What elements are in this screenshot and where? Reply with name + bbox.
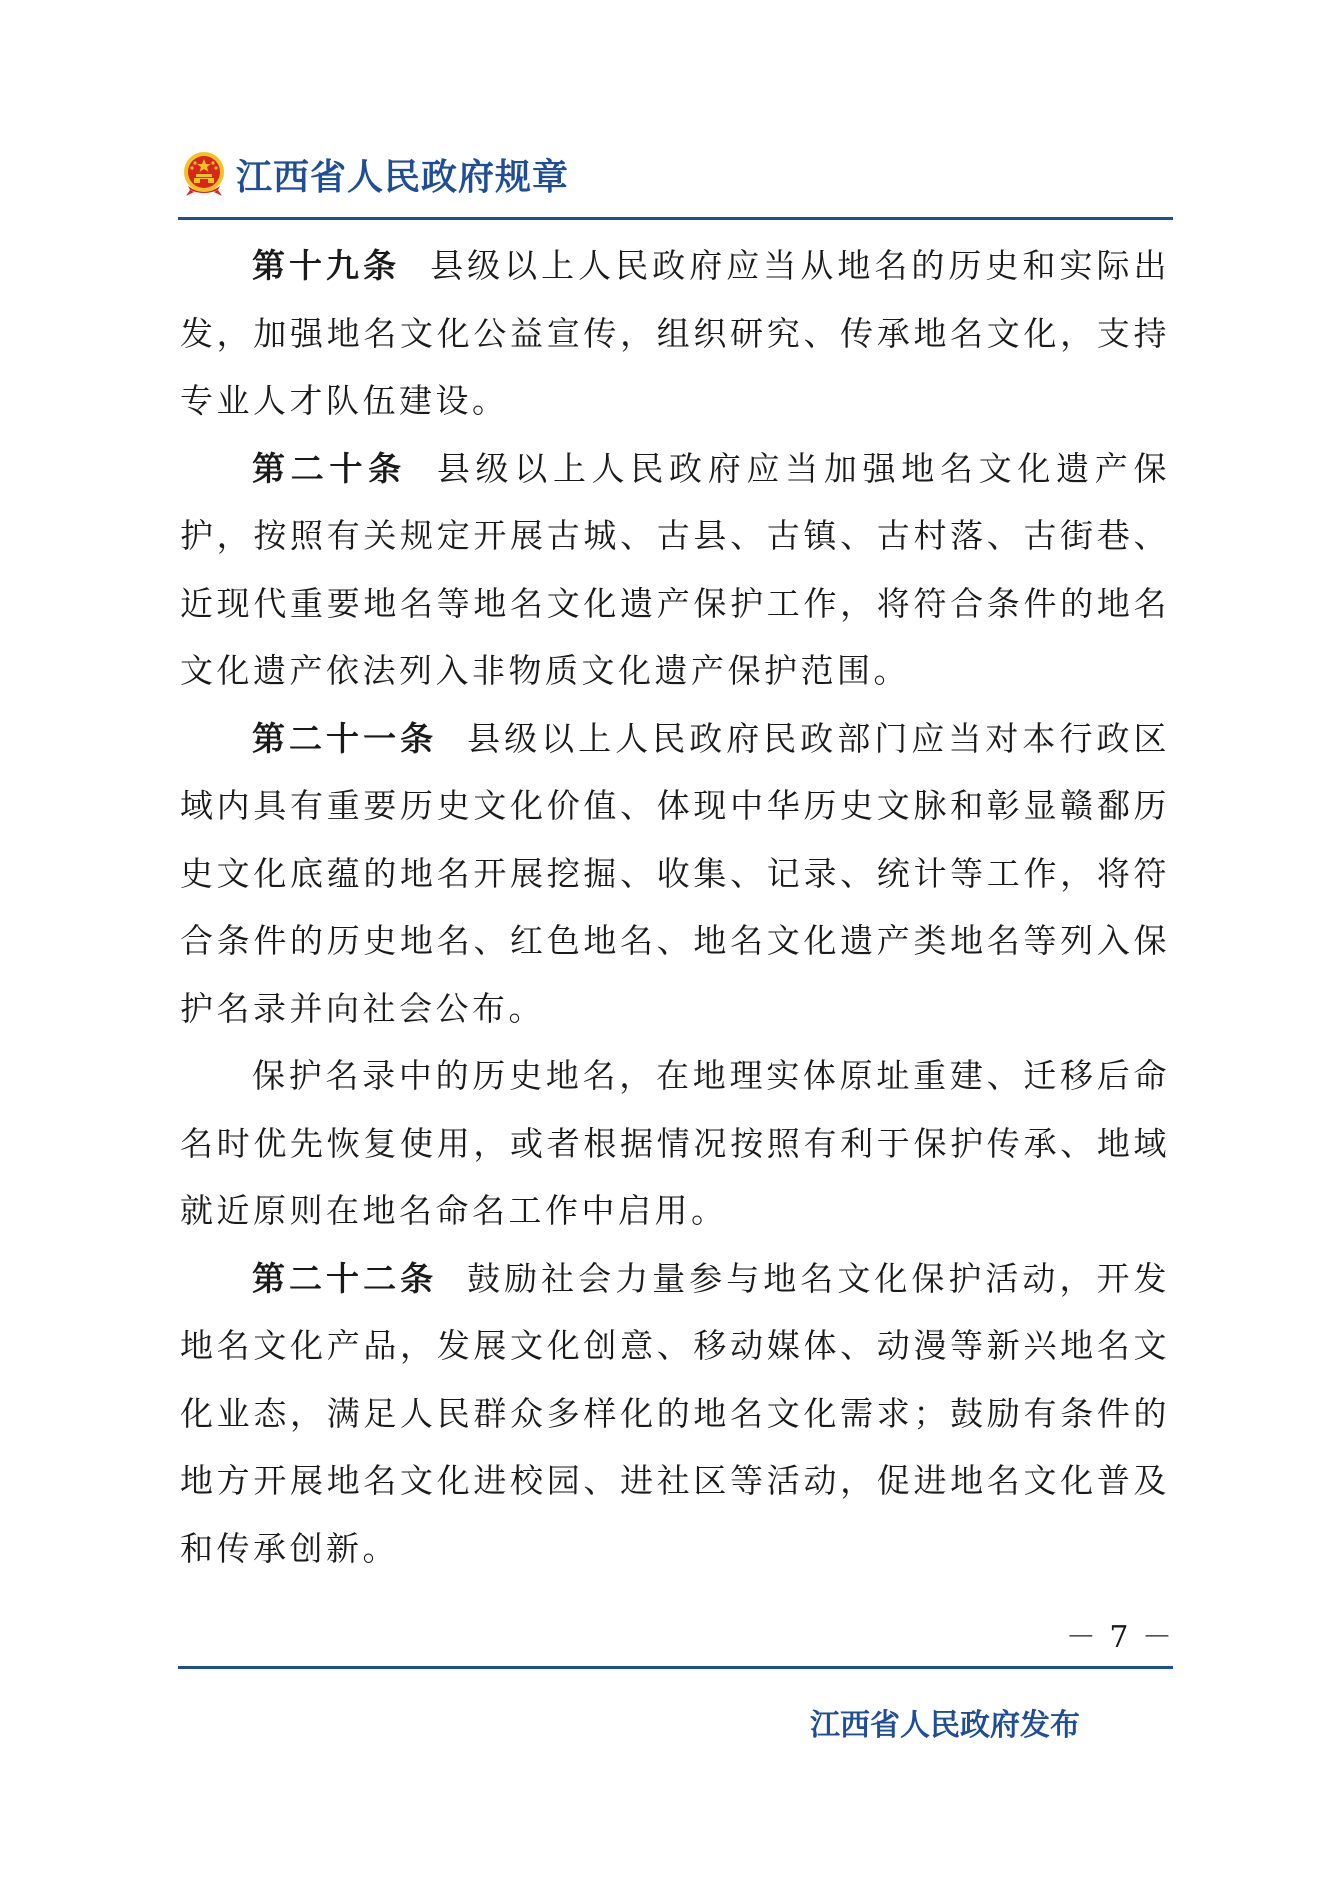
article-21 (180, 705, 1170, 1043)
article-20 (180, 435, 1170, 705)
article-heading: 第二十条 (252, 448, 407, 488)
article-22 (180, 1245, 1170, 1583)
header-title: 江西省人民政府规章 (236, 156, 570, 198)
article-19 (180, 232, 1170, 435)
article-text: 鼓励社会力量参与地名文化保护活动，开发地名文化产品，发展文化创意、移动媒体、动漫等新兴地名文化业态，满足人民群众多样化的地名文化需求；鼓励有条件的地方开展地名文化进校园、进社区等活动，促进地名文化普及和传承创新。 (180, 1258, 1171, 1568)
article-heading: 第二十一条 (252, 718, 438, 758)
footer-publisher: 江西省人民政府发布 (810, 1708, 1080, 1743)
article-heading: 第二十二条 (252, 1258, 438, 1298)
page-number: － 7 － (1065, 1620, 1174, 1655)
article-heading: 第十九条 (252, 246, 401, 285)
article-text: 县级以上人民政府应当加强地名文化遗产保护，按照有关规定开展古城、古县、古镇、古村落、古街巷、近现代重要地名等地名文化遗产保护工作，将符合条件的地名文化遗产依法列入非物质文化遗产保护范围。 (180, 448, 1171, 690)
document-body (180, 232, 1170, 1582)
article-text: 县级以上人民政府民政部门应当对本行政区域内具有重要历史文化价值、体现中华历史文脉和彰显赣鄱历史文化底蕴的地名开展挖掘、收集、记录、统计等工作，将符合条件的历史地名、红色地名、地名文化遗产类地名等列入保护名录并向社会公布。 (180, 718, 1171, 1028)
footer-divider (178, 1666, 1173, 1669)
document-header (180, 144, 569, 204)
article-text: 县级以上人民政府应当从地名的历史和实际出发，加强地名文化公益宣传，组织研究、传承地名文化，支持专业人才队伍建设。 (180, 246, 1171, 420)
national-emblem-icon (180, 150, 228, 198)
article-21-clause-2 (180, 1042, 1170, 1245)
header-divider (178, 217, 1173, 220)
article-text: 保护名录中的历史地名，在地理实体原址重建、迁移后命名时优先恢复使用，或者根据情况按照有利于保护传承、地域就近原则在地名命名工作中启用。 (180, 1056, 1170, 1230)
